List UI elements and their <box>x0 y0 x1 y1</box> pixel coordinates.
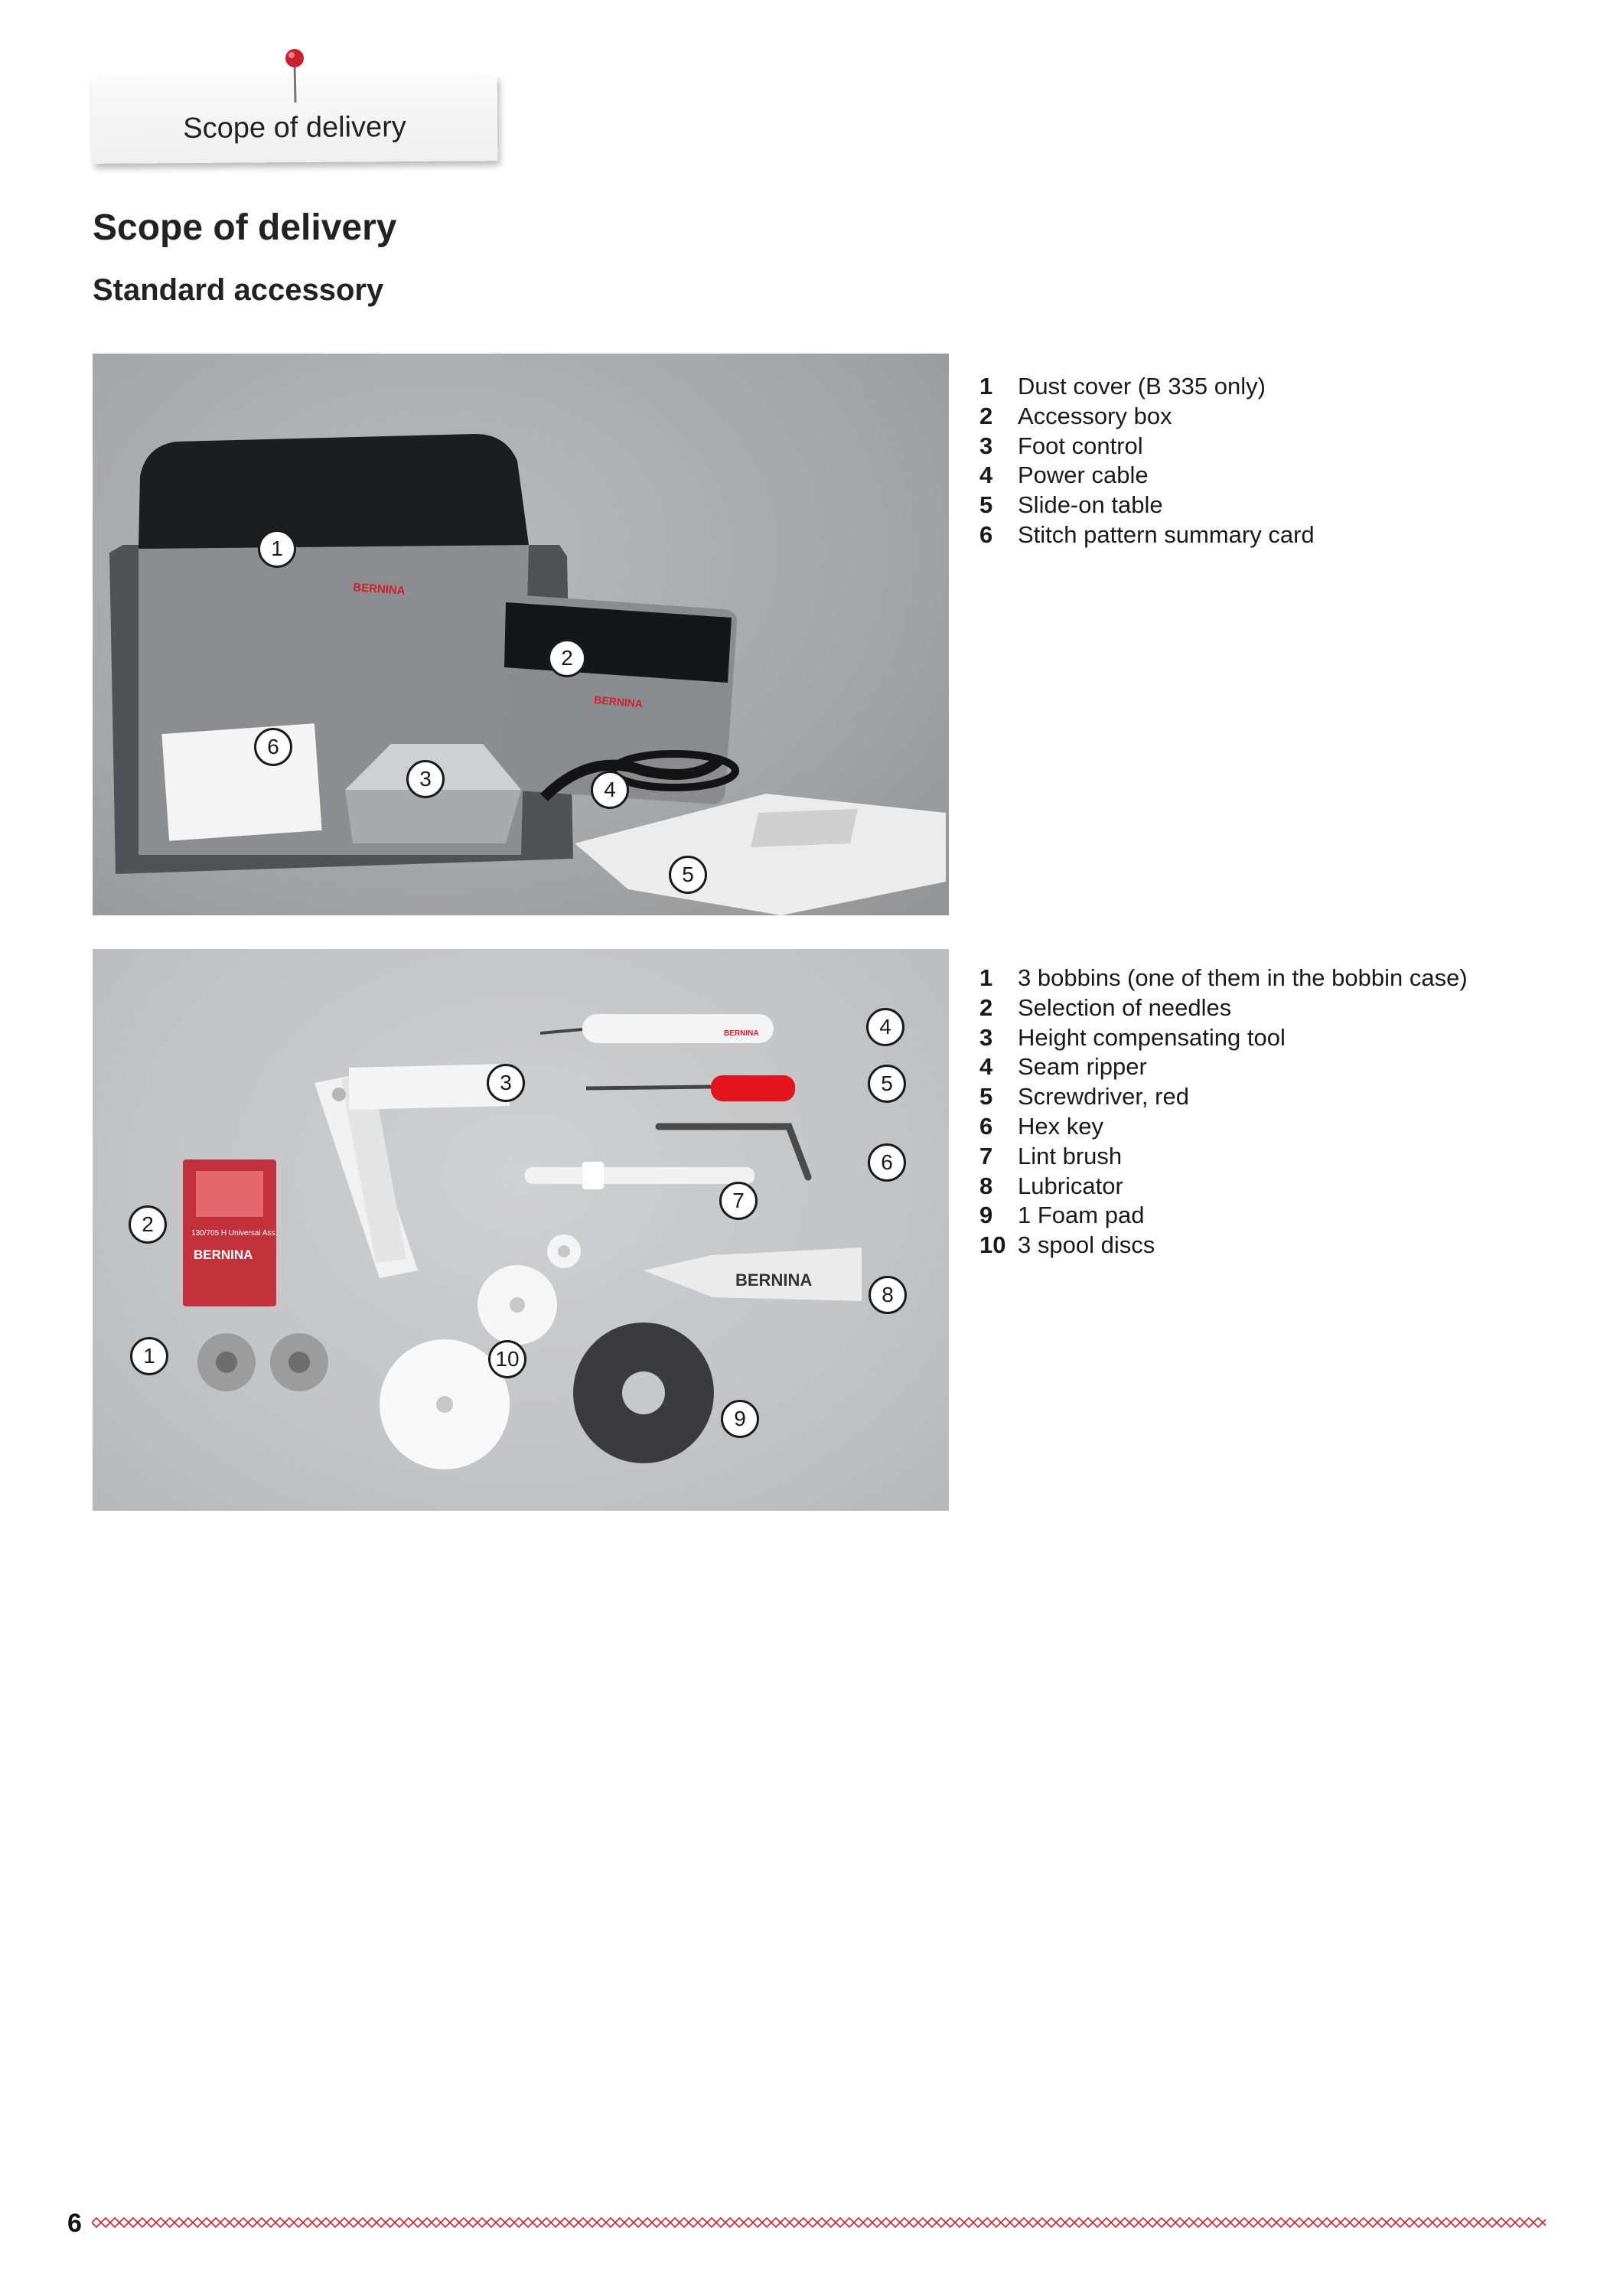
callout-7: 7 <box>719 1182 758 1220</box>
pushpin-icon <box>279 46 310 104</box>
legend-item: 5 Screwdriver, red <box>979 1083 1189 1110</box>
section-title: Standard accessory <box>93 273 384 307</box>
legend-item: 1 3 bobbins (one of them in the bobbin case) <box>979 964 1468 991</box>
seam-ripper-brand: BERNINA <box>724 1029 759 1038</box>
legend-item: 2 Accessory box <box>979 402 1172 429</box>
callout-8: 8 <box>869 1276 907 1314</box>
callout-6: 6 <box>868 1143 906 1182</box>
box-brand: BERNINA <box>593 693 644 710</box>
height-tool-b <box>349 1064 510 1110</box>
bag-brand: BERNINA <box>352 581 406 598</box>
callout-2: 2 <box>129 1205 167 1244</box>
page-title: Scope of delivery <box>93 207 397 248</box>
callout-2: 2 <box>548 639 586 677</box>
bag-top <box>139 434 529 549</box>
seam-ripper <box>582 1014 774 1043</box>
figure2-legend <box>979 964 1468 1261</box>
callout-5: 5 <box>669 856 707 894</box>
callout-3: 3 <box>487 1064 525 1102</box>
legend-item: 6 Stitch pattern summary card <box>979 520 1315 548</box>
callout-3: 3 <box>406 760 445 798</box>
callout-6: 6 <box>254 728 292 766</box>
lint-brush <box>525 1167 754 1184</box>
foot-control-base <box>345 790 521 843</box>
legend-item: 10 3 spool discs <box>979 1231 1155 1259</box>
legend-item: 9 1 Foam pad <box>979 1202 1145 1229</box>
legend-item: 3 Foot control <box>979 432 1143 459</box>
page-number: 6 <box>67 2209 82 2238</box>
accessories-photo <box>93 949 949 1511</box>
slide-on-table <box>575 794 946 915</box>
legend-item: 8 Lubricator <box>979 1172 1123 1199</box>
screwdriver <box>711 1075 795 1101</box>
legend-item: 2 Selection of needles <box>979 993 1232 1021</box>
callout-5: 5 <box>868 1065 906 1103</box>
legend-item: 3 Height compensating tool <box>979 1023 1286 1051</box>
legend-item: 1 Dust cover (B 335 only) <box>979 373 1266 400</box>
needle-pack-brand: BERNINA <box>194 1247 253 1262</box>
callout-10: 10 <box>488 1340 526 1378</box>
figure1-legend <box>979 372 1315 550</box>
callout-1: 1 <box>130 1337 168 1375</box>
stitch-card <box>161 723 321 841</box>
legend-item: 6 Hex key <box>979 1112 1103 1140</box>
callout-1: 1 <box>258 530 296 568</box>
legend-item: 4 Seam ripper <box>979 1053 1147 1081</box>
standard-accessory-photo <box>93 354 949 915</box>
callout-4: 4 <box>866 1008 904 1046</box>
needle-pack-label: 130/705 H Universal Ass. <box>191 1229 278 1238</box>
legend-item: 5 Slide-on table <box>979 491 1163 519</box>
callout-4: 4 <box>591 771 629 809</box>
legend-item: 4 Power cable <box>979 461 1149 489</box>
legend-item: 7 Lint brush <box>979 1142 1123 1169</box>
header-tab-label: Scope of delivery <box>183 110 406 145</box>
callout-9: 9 <box>721 1400 759 1438</box>
footer-ornament <box>92 2216 1546 2229</box>
lubricator-brand: BERNINA <box>735 1270 813 1290</box>
